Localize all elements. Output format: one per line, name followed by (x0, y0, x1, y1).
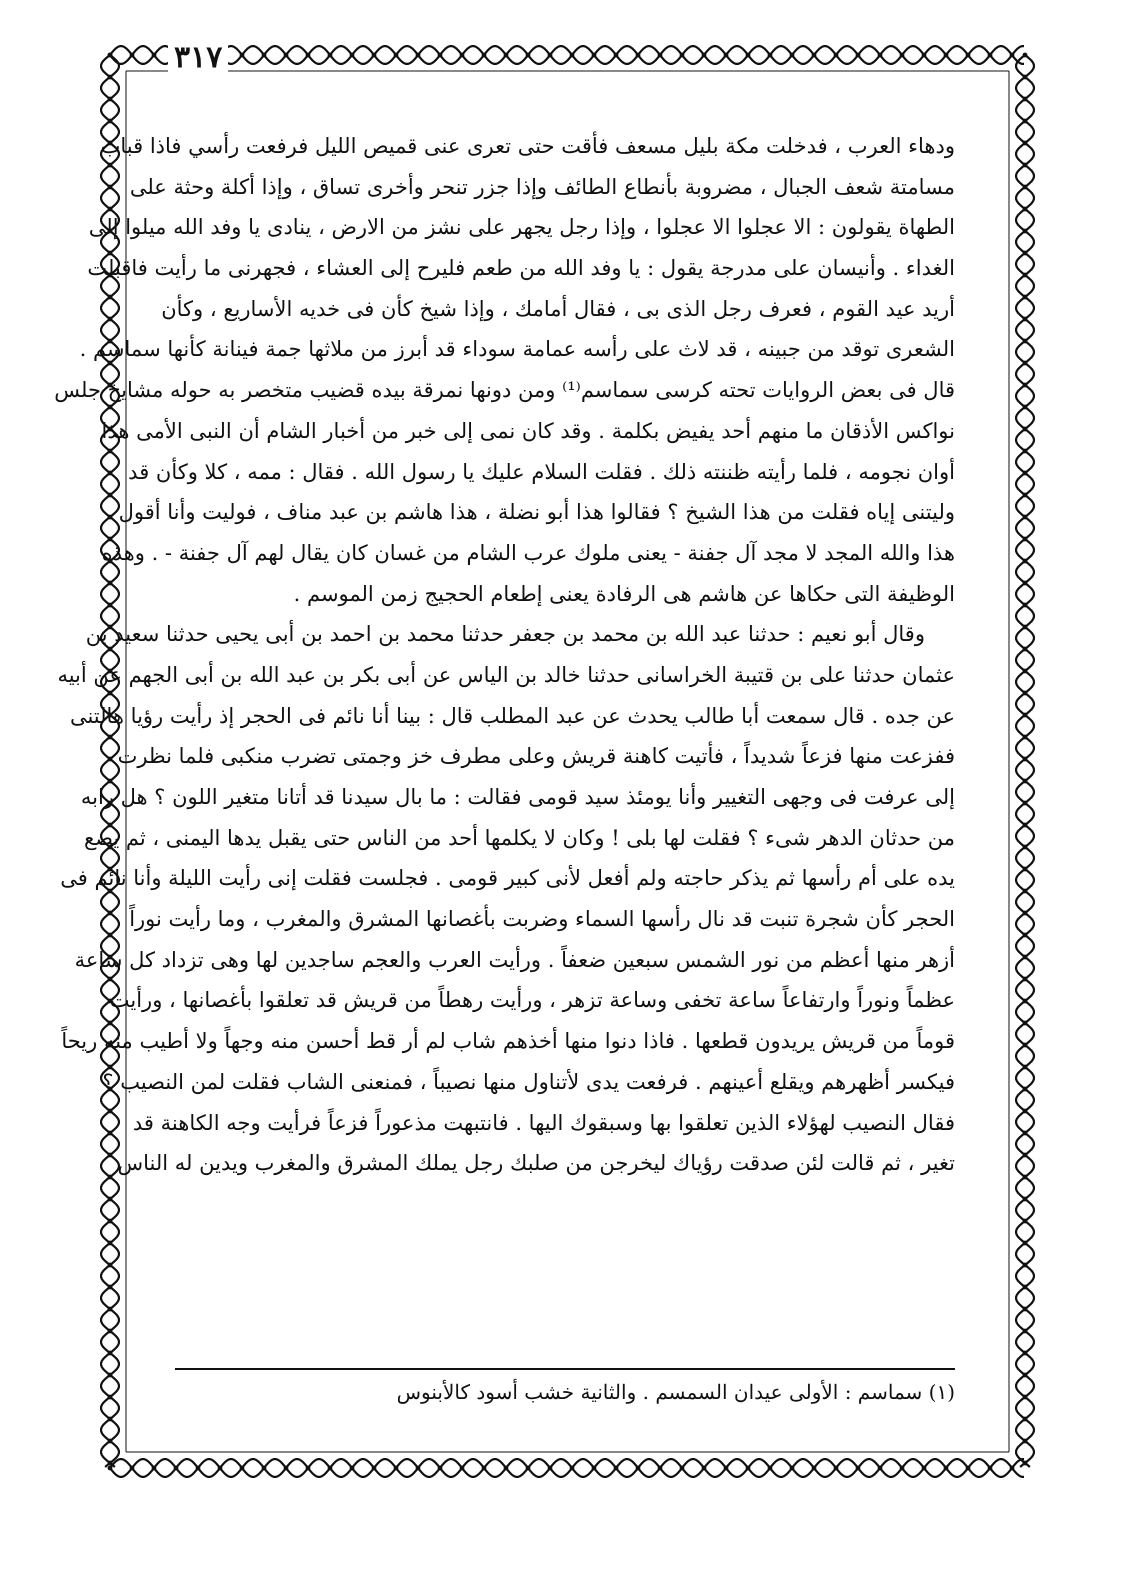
text-line: فيكسر أظهرهم ويقلع أعينهم . فرفعت يدى لأتناول منها نصيباً ، فمنعنى الشاب فقلت لمن النصيب ؟ (102, 1069, 955, 1094)
text-line: نواكس الأذقان ما منهم أحد يفيض بكلمة . وقد كان نمى إلى خبر من أخبار الشام أن النبى الأمى هذا (101, 418, 955, 443)
text-line: أريد عيد القوم ، فعرف رجل الذى بى ، فقال أمامك ، وإذا شيخ كأن فى خديه الأساريع ، وكأن (161, 296, 955, 321)
text-line: ففزعت منها فزعاً شديداً ، فأتيت كاهنة قريش وعلى مطرف خز وجمتى تضرب منكبى فلما نظرت (117, 744, 955, 769)
text-line: قوماً من قريش يريدون قطعها . فاذا دنوا منها أخذهم شاب لم أر قط أحسن منه وجهاً ولا أطيب منه ريحاً (61, 1029, 955, 1054)
text-line: الحجر كأن شجرة تنبت قد نال رأسها السماء وضربت بأغصانها المشرق والمغرب ، وما رأيت نوراً (129, 907, 955, 932)
text-line: وليتنى إياه فقلت من هذا الشيخ ؟ فقالوا هذا أبو نضلة ، هذا هاشم بن عبد مناف ، فوليت وأنا أقول (118, 500, 955, 525)
text-line: الغداء . وأنيسان على مدرجة يقول : يا وفد الله من طعم فليرح إلى العشاء ، فجهرنى ما رأيت فاقبلت (87, 256, 955, 281)
text-line: الوظيفة التى حكاها عن هاشم هى الرفادة يعنى إطعام الحجيج زمن الموسم . (293, 581, 955, 606)
text-line: تغير ، ثم قالت لئن صدقت رؤياك ليخرجن من صلبك رجل يملك المشرق والمغرب ويدين له الناس (117, 1151, 955, 1176)
text-line: فقال النصيب لهؤلاء الذين تعلقوا بها وسبقوك اليها . فانتبهت مذعوراً فزعاً فرأيت وجه الكاهنة قد (132, 1110, 955, 1135)
text-line: ودهاء العرب ، فدخلت مكة بليل مسعف فأقت حتى تعرى عنى قميص الليل فرفعت رأسي فاذا قباب (100, 134, 955, 158)
text-line: إلى عرفت فى وجهى التغيير وأنا يومئذ سيد قومى فقالت : ما بال سيدنا قد أتانا متغير اللون ؟ هل رابه (80, 785, 955, 809)
text-line: أوان نجومه ، فلما رأيته ظننته ذلك . فقلت السلام عليك يا رسول الله . فقال : ممه ، كلا وكأن قد (128, 459, 955, 484)
text-line: من حدثان الدهر شىء ؟ فقلت لها بلى ! وكان لا يكلمها أحد من الناس حتى يقبل يدها اليمنى ، ثم يضع (83, 825, 955, 850)
text-line: الشعرى توقد من جبينه ، قد لاث على رأسه عمامة سوداء قد أبرز من ملاثها جمة فينانة كأنها سماسم . (79, 337, 955, 362)
footnote: (١) سماسم : الأولى عيدان السمسم . والثانية خشب أسود كالأبنوس (175, 1368, 955, 1410)
page-number: ٣١٧ (168, 40, 228, 76)
text-line: هذا والله المجد لا مجد آل جفنة - يعنى ملوك عرب الشام من غسان كان يقال لهم آل جفنة - . وهذه (101, 540, 955, 565)
text-line: مسامتة شعف الجبال ، مضروبة بأنطاع الطائف وإذا جزر تنحر وأخرى تساق ، وإذا أكلة وحثة على (129, 174, 955, 199)
text-line: عن جده . قال سمعت أبا طالب يحدث عن عبد المطلب قال : بينا أنا نائم فى الحجر إذ رأيت رؤيا هالتنى (69, 703, 955, 728)
text-line: أزهر منها أعظم من نور الشمس سبعين ضعفاً . ورأيت العرب والعجم ساجدين لها وهى تزداد كل ساعة (74, 947, 955, 972)
text-line: عثمان حدثنا على بن قتيبة الخراسانى حدثنا خالد بن الياس عن أبى بكر بن عبد الله بن أبى الجهم عن أبيه (57, 662, 955, 687)
text-line: وقال أبو نعيم : حدثنا عبد الله بن محمد بن جعفر حدثنا محمد بن احمد بن أبى يحيى حدثنا سعيد بن (85, 622, 925, 647)
body-text (54, 126, 955, 1184)
text-line: عظماً ونوراً وارتفاعاً ساعة تخفى وساعة تزهر ، ورأيت رهطاً من قريش قد تعلقوا بأغصانها ، ورأيت (109, 988, 955, 1013)
text-line: يده على أم رأسها ثم يذكر حاجته ولم أفعل لأنى كبير قومى . فجلست فقلت إنى رأيت الليلة وأنا نائم فى (60, 866, 955, 891)
text-line: قال فى بعض الروايات تحته كرسى سماسم⁽¹⁾ ومن دونها نمرقة بيده قضيب متخصر به حوله مشايخ جلس (54, 378, 955, 403)
text-line: الطهاة يقولون : الا عجلوا الا عجلوا ، وإذا رجل يجهر على نشز من الارض ، ينادى يا وفد الله ميلوا إلى (88, 215, 955, 240)
